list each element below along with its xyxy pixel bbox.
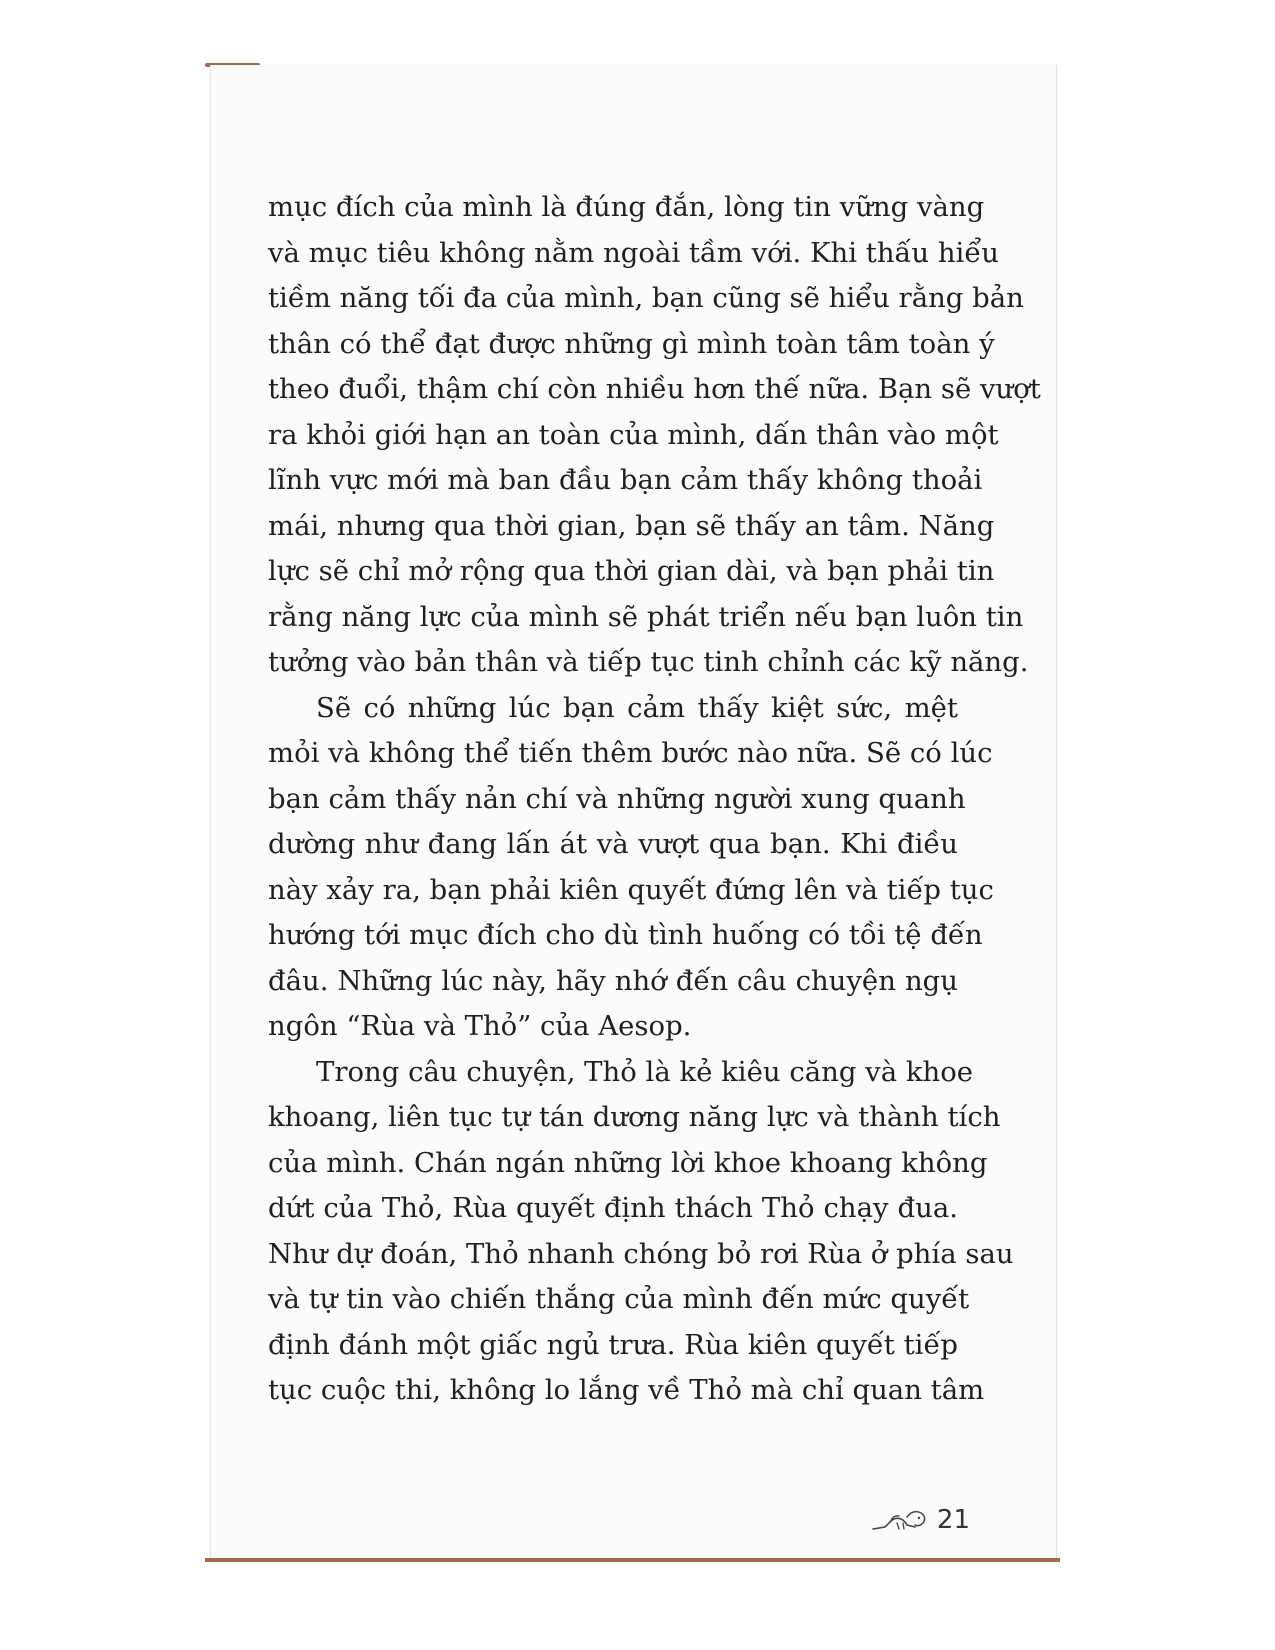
text-line: Như dự đoán, Thỏ nhanh chóng bỏ rơi Rùa ở phía sau bbox=[268, 1237, 1014, 1270]
turtle-hare-icon bbox=[871, 1507, 933, 1533]
text-line: thân có thể đạt được những gì mình toàn tâm toàn ý bbox=[268, 327, 995, 360]
page-footer bbox=[870, 1502, 970, 1538]
text-line: theo đuổi, thậm chí còn nhiều hơn thế nữa. Bạn sẽ vượt bbox=[268, 373, 1041, 405]
text-line: mỏi và không thể tiến thêm bước nào nữa. Sẽ có lúc bbox=[268, 737, 993, 769]
paragraph-3 bbox=[268, 1050, 1014, 1414]
text-line: lực sẽ chỉ mở rộng qua thời gian dài, và bạn phải tin bbox=[268, 555, 995, 587]
text-line: dường như đang lấn át và vượt qua bạn. Khi điều bbox=[268, 828, 958, 860]
text-line: mái, nhưng qua thời gian, bạn sẽ thấy an tâm. Năng bbox=[268, 509, 995, 542]
text-line: của mình. Chán ngán những lời khoe khoang không bbox=[268, 1146, 988, 1179]
text-line: mục đích của mình là đúng đắn, lòng tin vững vàng bbox=[268, 191, 985, 223]
text-line: rằng năng lực của mình sẽ phát triển nếu bạn luôn tin bbox=[268, 600, 1024, 633]
text-line: hướng tới mục đích cho dù tình huống có tồi tệ đến bbox=[268, 919, 983, 951]
text-line: Trong câu chuyện, Thỏ là kẻ kiêu căng và khoe bbox=[316, 1055, 974, 1088]
text-line: tưởng vào bản thân và tiếp tục tinh chỉnh các kỹ năng. bbox=[268, 646, 1029, 678]
text-line: ra khỏi giới hạn an toàn của mình, dấn thân vào một bbox=[268, 418, 999, 451]
text-line: và tự tin vào chiến thắng của mình đến mức quyết bbox=[268, 1283, 970, 1315]
text-line: lĩnh vực mới mà ban đầu bạn cảm thấy không thoải bbox=[268, 464, 983, 496]
text-line: đâu. Những lúc này, hãy nhớ đến câu chuyện ngụ bbox=[268, 964, 958, 997]
book-cover-edge-bottom bbox=[205, 1558, 1060, 1562]
text-line: tiềm năng tối đa của mình, bạn cũng sẽ hiểu rằng bản bbox=[268, 282, 1024, 314]
text-line: dứt của Thỏ, Rùa quyết định thách Thỏ chạy đua. bbox=[268, 1192, 958, 1224]
text-line: khoang, liên tục tự tán dương năng lực và thành tích bbox=[268, 1101, 1001, 1133]
text-line: bạn cảm thấy nản chí và những người xung quanh bbox=[268, 782, 966, 815]
text-line: tục cuộc thi, không lo lắng về Thỏ mà chỉ quan tâm bbox=[268, 1374, 985, 1406]
text-line: ngôn “Rùa và Thỏ” của Aesop. bbox=[268, 1010, 692, 1042]
body-text bbox=[268, 185, 1041, 1414]
text-line: Sẽ có những lúc bạn cảm thấy kiệt sức, mệt bbox=[316, 691, 958, 724]
text-line: và mục tiêu không nằm ngoài tầm với. Khi thấu hiểu bbox=[268, 236, 999, 269]
page-number: 21 bbox=[936, 1505, 970, 1535]
paragraph-2 bbox=[268, 686, 994, 1050]
text-line: này xảy ra, bạn phải kiên quyết đứng lên và tiếp tục bbox=[268, 873, 994, 906]
text-line: định đánh một giấc ngủ trưa. Rùa kiên quyết tiếp bbox=[268, 1328, 958, 1361]
paragraph-1 bbox=[268, 185, 1041, 686]
